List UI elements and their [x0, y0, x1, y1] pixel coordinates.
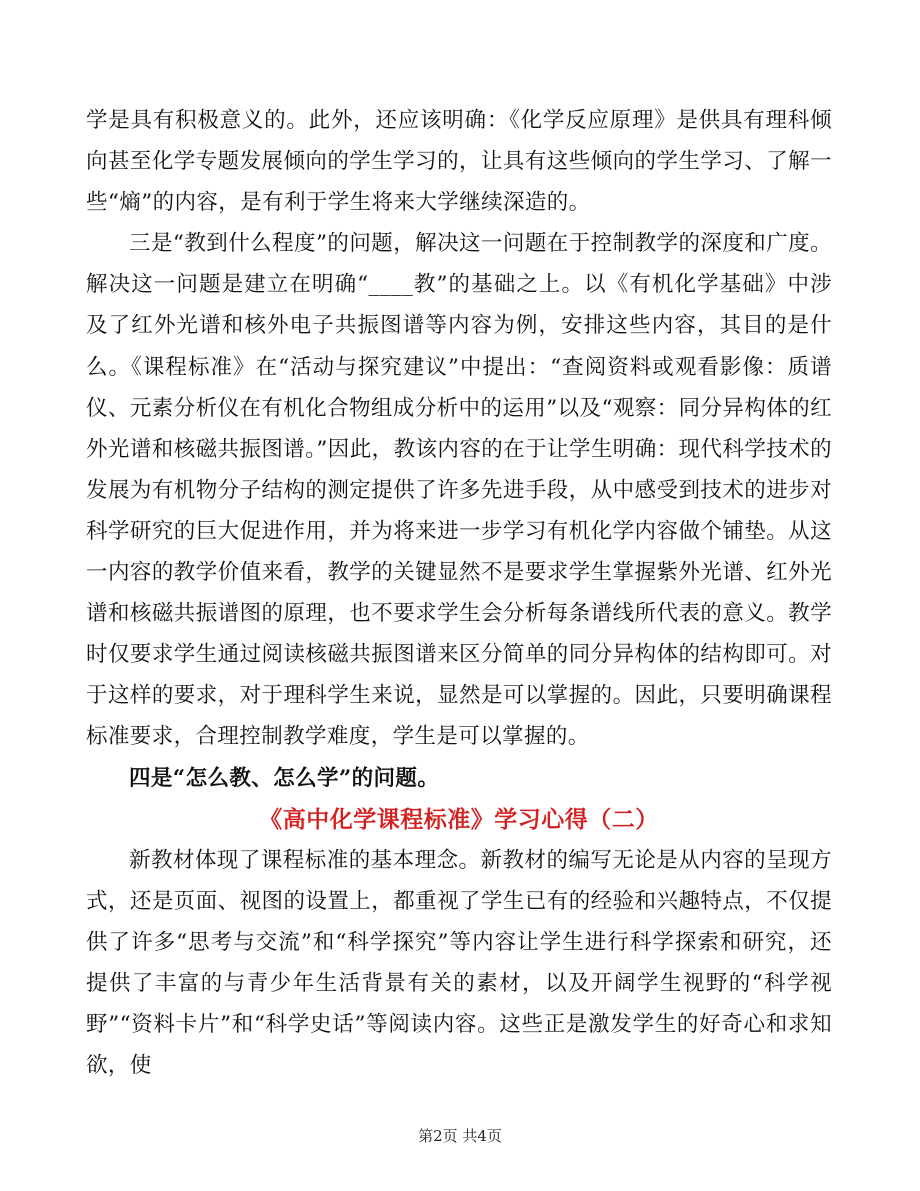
paragraph-section-two-intro: 新教材体现了课程标准的基本理念。新教材的编写无论是从内容的呈现方式，还是页面、视图的设置上，都重视了学生已有的经验和兴趣特点，不仅提供了许多“思考与交流”和“科学探究”等内容让学生进行科学探索和研究，还提供了丰富的与青少年生活背景有关的素材，以及开阔学生视野的“科学视野”“资料卡片”和“科学史话”等阅读内容。这些正是激发学生的好奇心和求知欲，使: [86, 847, 832, 1079]
page-number-footer: 第2页 共4页: [418, 1127, 502, 1145]
document-body: [86, 100, 832, 1086]
section-title: 《高中化学课程标准》学习心得（二）: [259, 805, 659, 833]
paragraph-continuation: 学是具有积极意义的。此外，还应该明确：《化学反应原理》是供具有理科倾向甚至化学专题发展倾向的学生学习的，让具有这些倾向的学生学习、了解一些“熵”的内容，是有利于学生将来大学继续深造的。: [86, 108, 832, 216]
paragraph-point-four: 四是“怎么教、怎么学”的问题。: [129, 765, 440, 791]
paragraph-point-three: 三是“教到什么程度”的问题，解决这一问题在于控制教学的深度和广度。解决这一问题是建立在明确“____教”的基础之上。以《有机化学基础》中涉及了红外光谱和核外电子共振图谱等内容为例，安排这些内容，其目的是什么。《课程标准》在“活动与探究建议”中提出：“查阅资料或观看影像：质谱仪、元素分析仪在有机化合物组成分析中的运用”以及“观察：同分异构体的红外光谱和核磁共振图谱。”因此，教该内容的在于让学生明确：现代科学技术的发展为有机物分子结构的测定提供了许多先进手段，从中感受到技术的进步对科学研究的巨大促进作用，并为将来进一步学习有机化学内容做个铺垫。从这一内容的教学价值来看，教学的关键显然不是要求学生掌握紫外光谱、红外光谱和核磁共振谱图的原理，也不要求学生会分析每条谱线所代表的意义。教学时仅要求学生通过阅读核磁共振图谱来区分简单的同分异构体的结构即可。对于这样的要求，对于理科学生来说，显然是可以掌握的。因此，只要明确课程标准要求，合理控制教学难度，学生是可以掌握的。: [86, 231, 832, 750]
